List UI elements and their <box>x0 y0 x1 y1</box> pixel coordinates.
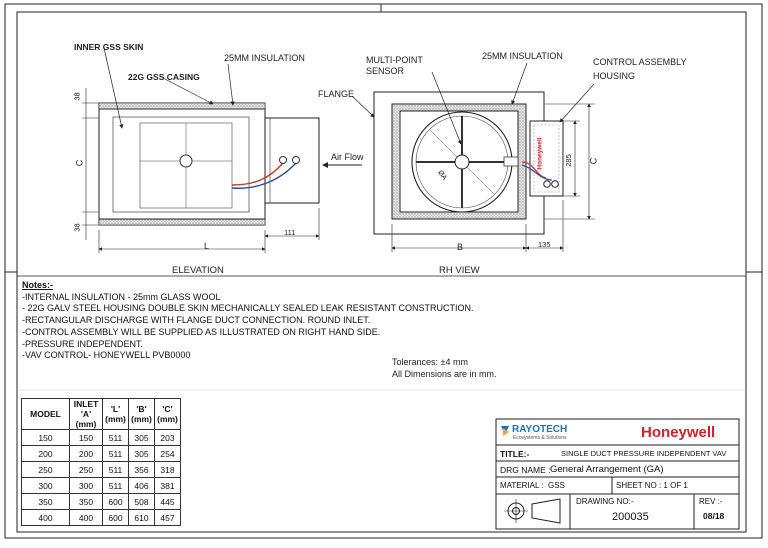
dim-l: L <box>204 241 210 251</box>
table-cell: 300 <box>22 478 70 494</box>
table-cell: 508 <box>129 494 155 510</box>
table-cell: 318 <box>155 462 181 478</box>
airflow-label: Air Flow <box>331 152 364 162</box>
note-line: -CONTROL ASSEMBLY WILL BE SUPPLIED AS ILLUSTRATED ON RIGHT HAND SIDE. <box>22 326 381 337</box>
rev-label: REV :- <box>699 497 723 506</box>
table-cell: 600 <box>103 510 129 526</box>
rev-value: 08/18 <box>703 511 725 521</box>
drg-name-value: General Arrangement (GA) <box>550 464 664 475</box>
sensor-label: MULTI-POINT SENSOR <box>366 55 423 76</box>
table-cell: 350 <box>70 494 103 510</box>
col-header: 'L' (mm) <box>103 399 129 430</box>
table-cell: 305 <box>129 446 155 462</box>
elevation-title: ELEVATION <box>172 265 224 276</box>
drg-name-label: DRG NAME : <box>500 465 551 475</box>
dim-b: B <box>457 242 464 252</box>
model-dimension-table <box>21 398 181 526</box>
table-row <box>22 478 181 494</box>
insulation-label-elevation: 25MM INSULATION <box>224 53 305 63</box>
title-label: TITLE:- <box>500 449 530 459</box>
table-cell: 610 <box>129 510 155 526</box>
insulation-label-rh: 25MM INSULATION <box>482 51 563 61</box>
table-cell: 150 <box>70 430 103 446</box>
drawing-number: 200035 <box>612 511 649 523</box>
col-header: 'C' (mm) <box>155 399 181 430</box>
flange-label: FLANGE <box>318 89 355 99</box>
table-row <box>22 494 181 510</box>
table-cell: 600 <box>103 494 129 510</box>
control-housing-label: CONTROL ASSEMBLY HOUSING <box>593 57 687 81</box>
table-cell: 250 <box>70 462 103 478</box>
table-cell: 511 <box>103 430 129 446</box>
table-cell: 203 <box>155 430 181 446</box>
material-value: GSS <box>548 481 565 490</box>
sheet-number: SHEET NO : 1 OF 1 <box>616 481 688 490</box>
col-header: INLET 'A' (mm) <box>70 399 103 430</box>
dim-bottom-38: 38 <box>72 223 82 232</box>
note-line: - 22G GALV STEEL HOUSING DOUBLE SKIN MECHANICALLY SEALED LEAK RESISTANT CONSTRUCTION. <box>22 303 474 314</box>
table-cell: 254 <box>155 446 181 462</box>
material-label: MATERIAL : <box>500 481 544 490</box>
dim-phi-a: ØA <box>436 169 448 182</box>
table-cell: 511 <box>103 478 129 494</box>
dimensions-text: All Dimensions are in mm. <box>392 369 497 379</box>
table-row <box>22 510 181 526</box>
table-cell: 200 <box>70 446 103 462</box>
dim-c-rh: C <box>588 157 599 165</box>
table-cell: 400 <box>22 510 70 526</box>
table-cell: 511 <box>103 446 129 462</box>
company-subtitle: Ecosystems & Solutions <box>513 435 567 441</box>
dim-top-38: 38 <box>72 92 82 101</box>
drawing-no-label: DRAWING NO:- <box>576 497 634 506</box>
table-cell: 350 <box>22 494 70 510</box>
table-cell: 250 <box>22 462 70 478</box>
company-logo-text: RAYOTECH <box>512 424 568 435</box>
table-cell: 356 <box>129 462 155 478</box>
dim-285: 285 <box>563 154 573 167</box>
table-cell: 445 <box>155 494 181 510</box>
table-cell: 150 <box>22 430 70 446</box>
table-cell: 511 <box>103 462 129 478</box>
table-cell: 300 <box>70 478 103 494</box>
table-cell: 400 <box>70 510 103 526</box>
dim-c-elevation: C <box>74 159 85 167</box>
casing-label: 22G GSS CASING <box>128 72 200 82</box>
title-value: SINGLE DUCT PRESSURE INDEPENDENT VAV <box>561 449 727 458</box>
table-cell: 381 <box>155 478 181 494</box>
rh-view-title: RH VIEW <box>439 265 480 276</box>
notes-block <box>22 280 473 362</box>
table-cell: 406 <box>129 478 155 494</box>
table-row <box>22 462 181 478</box>
table-header-row <box>22 399 181 430</box>
table-row <box>22 430 181 446</box>
elevation-view <box>82 48 362 253</box>
table-row <box>22 446 181 462</box>
col-header: 'B' (mm) <box>129 399 155 430</box>
note-line: -INTERNAL INSULATION - 25mm GLASS WOOL <box>22 291 221 302</box>
note-line: -PRESSURE INDEPENDENT. <box>22 338 144 349</box>
dim-135: 135 <box>538 240 551 249</box>
table-cell: 200 <box>22 446 70 462</box>
table-cell: 305 <box>129 430 155 446</box>
notes-heading: Notes:- <box>22 280 53 290</box>
honeywell-logo: Honeywell <box>641 424 716 441</box>
dim-111: 111 <box>284 228 296 237</box>
table-cell: 457 <box>155 510 181 526</box>
col-header: MODEL <box>22 399 70 430</box>
inner-skin-label: INNER GSS SKIN <box>74 42 144 52</box>
tolerance-text: Tolerances: ±4 mm <box>392 357 468 367</box>
note-line: -VAV CONTROL- HONEYWELL PVB0000 <box>22 350 191 361</box>
rh-view <box>352 63 595 252</box>
note-line: -RECTANGULAR DISCHARGE WITH FLANGE DUCT CONNECTION. ROUND INLET. <box>22 315 371 326</box>
housing-honeywell-mark: Honeywell <box>536 137 544 170</box>
